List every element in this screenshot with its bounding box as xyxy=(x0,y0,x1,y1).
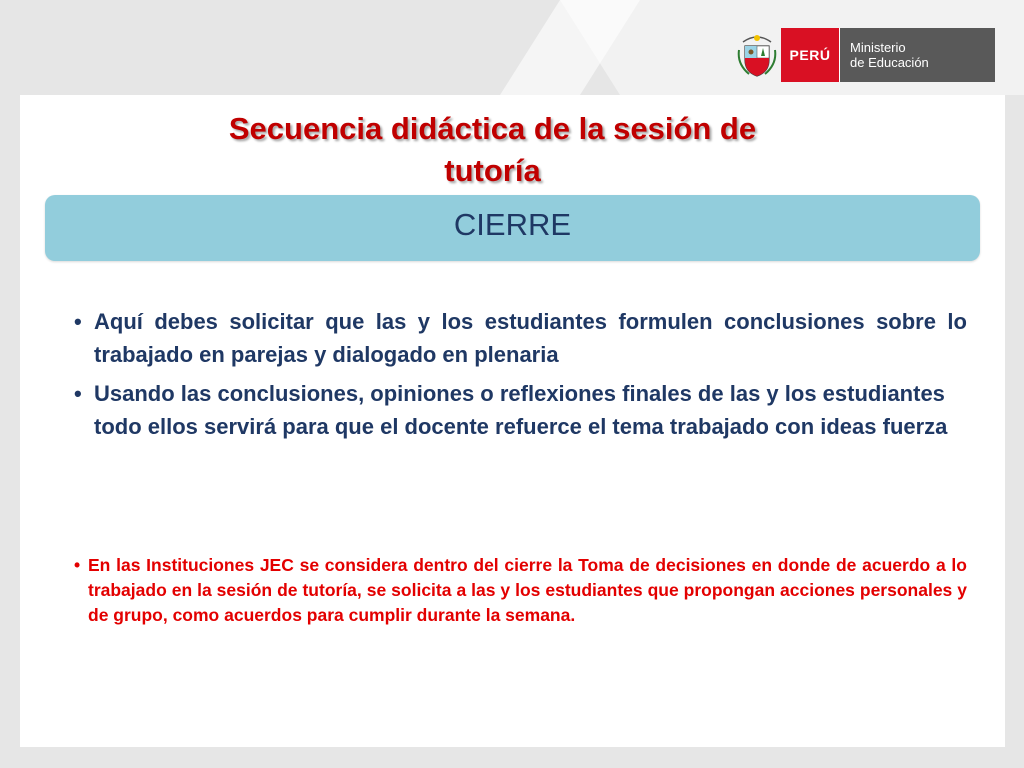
ministry-line-1: Ministerio xyxy=(850,40,906,55)
bullet-item-2: • Usando las conclusiones, opiniones o reflexiones finales de las y los estudiantes todo ellos servirá para que el docente refuerce el tema trabajado con ideas fuerza xyxy=(72,377,967,443)
peru-label: PERÚ xyxy=(781,28,839,82)
ministry-line-2: de Educación xyxy=(850,55,929,70)
jec-note: • En las Instituciones JEC se considera dentro del cierre la Toma de decisiones en donde de acuerdo a lo trabajado en la sesión de tutoría, se solicita a las y los estudiantes que propongan acciones personales y de grupo, como acuerdos para cumplir durante la semana. xyxy=(72,553,967,628)
ministry-name xyxy=(839,28,995,82)
bullet-list xyxy=(72,305,967,449)
ministry-logo xyxy=(733,28,995,82)
title-line-2: tutoría xyxy=(444,153,541,188)
bullet-item-1: • Aquí debes solicitar que las y los estudiantes formulen conclusiones sobre lo trabajado en parejas y dialogado en plenaria xyxy=(72,305,967,371)
banner-label: CIERRE xyxy=(453,207,572,242)
coat-of-arms-icon xyxy=(733,28,781,82)
slide-title xyxy=(120,108,865,192)
section-banner xyxy=(45,195,980,261)
title-line-1: Secuencia didáctica de la sesión de xyxy=(228,111,757,146)
